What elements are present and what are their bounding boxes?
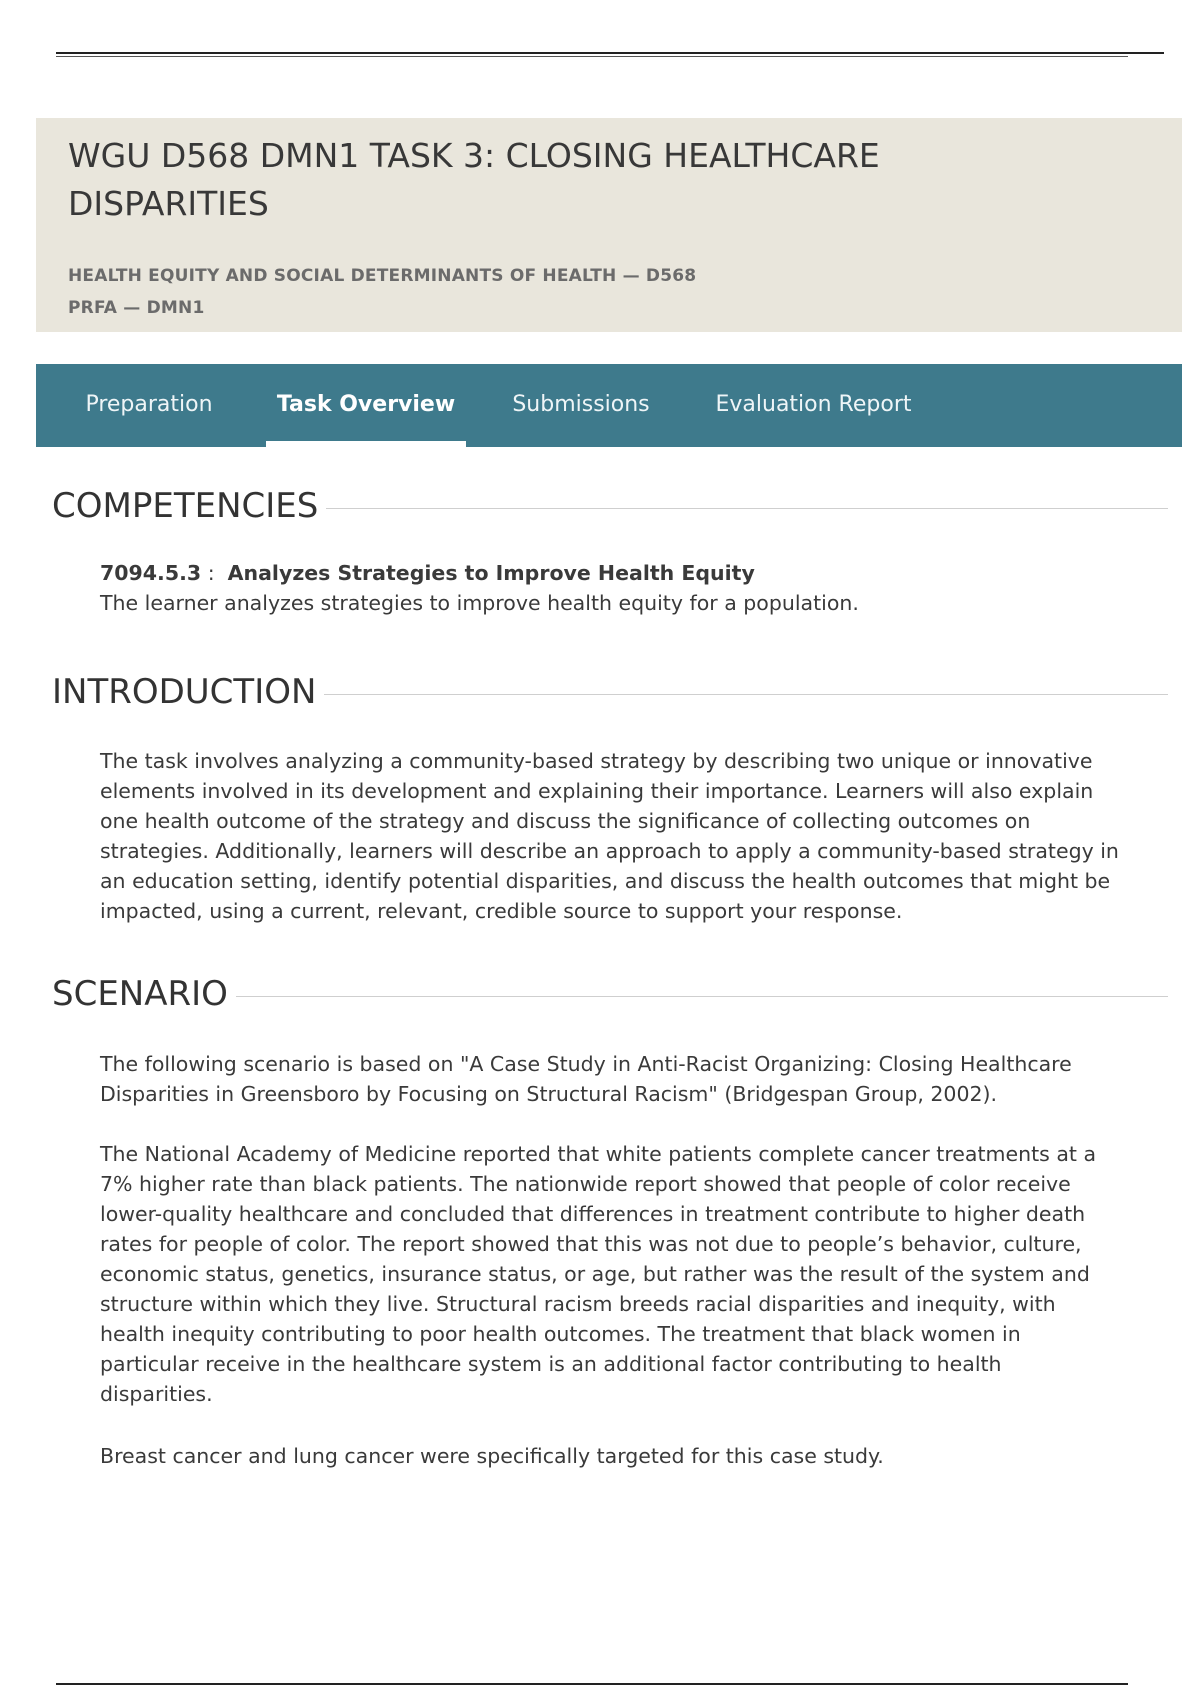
competency-code: 7094.5.3 [100, 561, 202, 585]
course-name: HEALTH EQUITY AND SOCIAL DETERMINANTS OF HEALTH — D568 [68, 266, 697, 286]
competency-title: Analyzes Strategies to Improve Health Equity [227, 561, 755, 585]
tab-bar [36, 364, 1182, 447]
competencies-heading [52, 482, 1168, 530]
introduction-paragraph: The task involves analyzing a community-based strategy by describing two unique or innovative elements involved in its development and explaining their importance. Learners will also explain one health outcome of the strategy and discuss the significance of collecting outcomes on strategies. Additionally, learners will describe an approach to apply a community-based strategy in an education setting, identify potential disparities, and discuss the health outcomes that might be impacted, using a current, relevant, credible source to support your response. [100, 749, 1119, 923]
scenario-body [100, 1049, 1120, 1471]
scenario-heading [52, 970, 1168, 1018]
competencies-heading-rule [326, 508, 1168, 509]
tab-submissions[interactable]: Submissions [512, 392, 650, 417]
tab-task-overview[interactable]: Task Overview [266, 364, 466, 447]
tab-preparation[interactable]: Preparation [85, 392, 213, 417]
introduction-heading-rule [324, 694, 1168, 695]
scenario-heading-rule [236, 996, 1168, 997]
scenario-paragraph-1: The following scenario is based on "A Case Study in Anti-Racist Organizing: Closing Healthcare Disparities in Greensboro by Focusing on Structural Racism" (Bridgespan Group, 2002). [100, 1052, 1072, 1106]
competencies-heading-text: COMPETENCIES [52, 486, 319, 526]
competency-description: The learner analyzes strategies to improve health equity for a population. [100, 591, 859, 615]
tab-evaluation-report[interactable]: Evaluation Report [715, 392, 912, 417]
page-title: WGU D568 DMN1 TASK 3: CLOSING HEALTHCARE DISPARITIES [68, 136, 880, 223]
program-code: PRFA — DMN1 [68, 298, 205, 318]
scenario-paragraph-3: Breast cancer and lung cancer were specifically targeted for this case study. [100, 1444, 884, 1468]
top-divider [56, 52, 1164, 54]
scenario-heading-text: SCENARIO [52, 974, 228, 1014]
competency-title-line [100, 558, 1120, 588]
competency-item [100, 558, 1120, 618]
task-header [36, 118, 1182, 332]
competency-separator: : [201, 561, 228, 585]
introduction-heading-text: INTRODUCTION [52, 672, 317, 712]
scenario-paragraph-2: The National Academy of Medicine reported that white patients complete cancer treatments at a 7% higher rate than black patients. The nationwide report showed that people of color receive lower-quality healthcare and concluded that differences in treatment contribute to higher death rates for people of color. The report showed that this was not due to people’s behavior, culture, economic status, genetics, insurance status, or age, but rather was the result of the system and structure within which they live. Structural racism breeds racial disparities and inequity, with health inequity contributing to poor health outcomes. The treatment that black women in particular receive in the healthcare system is an additional factor contributing to health disparities. [100, 1142, 1097, 1406]
introduction-heading [52, 668, 1168, 716]
introduction-body [100, 746, 1120, 926]
bottom-divider [56, 1683, 1128, 1685]
